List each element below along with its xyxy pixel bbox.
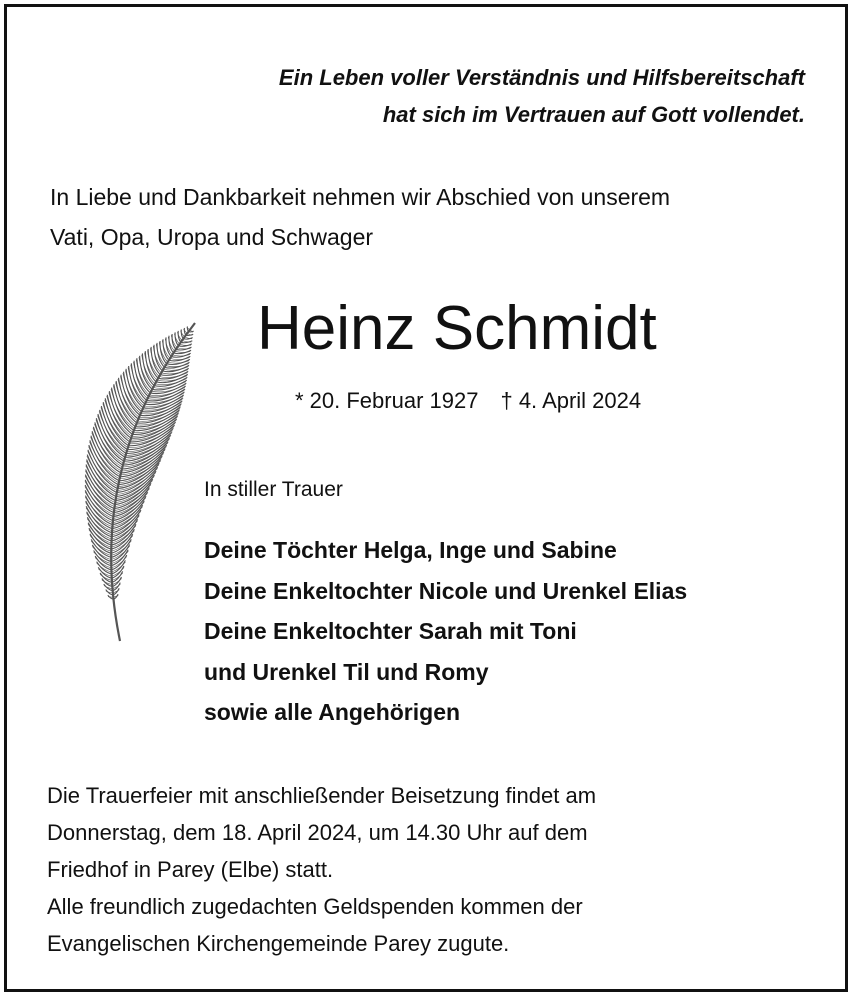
intro-text (50, 177, 830, 257)
motto-line: Ein Leben voller Verständnis und Hilfsbereitschaft (278, 65, 805, 90)
mourning-label: In stiller Trauer (204, 478, 343, 501)
motto-line: hat sich im Vertrauen auf Gott vollendet. (382, 102, 805, 127)
feather-icon (62, 315, 202, 645)
obituary-card (4, 4, 848, 992)
notice-line: Donnerstag, dem 18. April 2024, um 14.30 Uhr auf dem (47, 820, 588, 845)
notice-line: Alle freundlich zugedachten Geldspenden kommen der (47, 894, 583, 919)
notice-line: Friedhof in Parey (Elbe) statt. (47, 857, 334, 882)
mourner-line: Deine Töchter Helga, Inge und Sabine (204, 537, 617, 563)
funeral-notice (47, 777, 837, 962)
mourner-line: Deine Enkeltochter Sarah mit Toni (204, 618, 577, 644)
intro-line: Vati, Opa, Uropa und Schwager (50, 224, 374, 250)
motto (105, 59, 805, 133)
mourners-list (204, 530, 844, 733)
life-dates (295, 383, 815, 419)
notice-line: Evangelischen Kirchengemeinde Parey zugute. (47, 931, 510, 956)
mourner-line: sowie alle Angehörigen (204, 699, 461, 725)
death-date: † 4. April 2024 (500, 388, 642, 413)
intro-line: In Liebe und Dankbarkeit nehmen wir Abschied von unserem (50, 184, 671, 210)
mourner-line: und Urenkel Til und Romy (204, 658, 489, 685)
deceased-name: Heinz Schmidt (257, 294, 657, 363)
notice-line: Die Trauerfeier mit anschließender Beisetzung findet am (47, 783, 597, 808)
mourner-line: Deine Enkeltochter Nicole und Urenkel Elias (204, 577, 688, 604)
birth-date: * 20. Februar 1927 (295, 388, 479, 413)
